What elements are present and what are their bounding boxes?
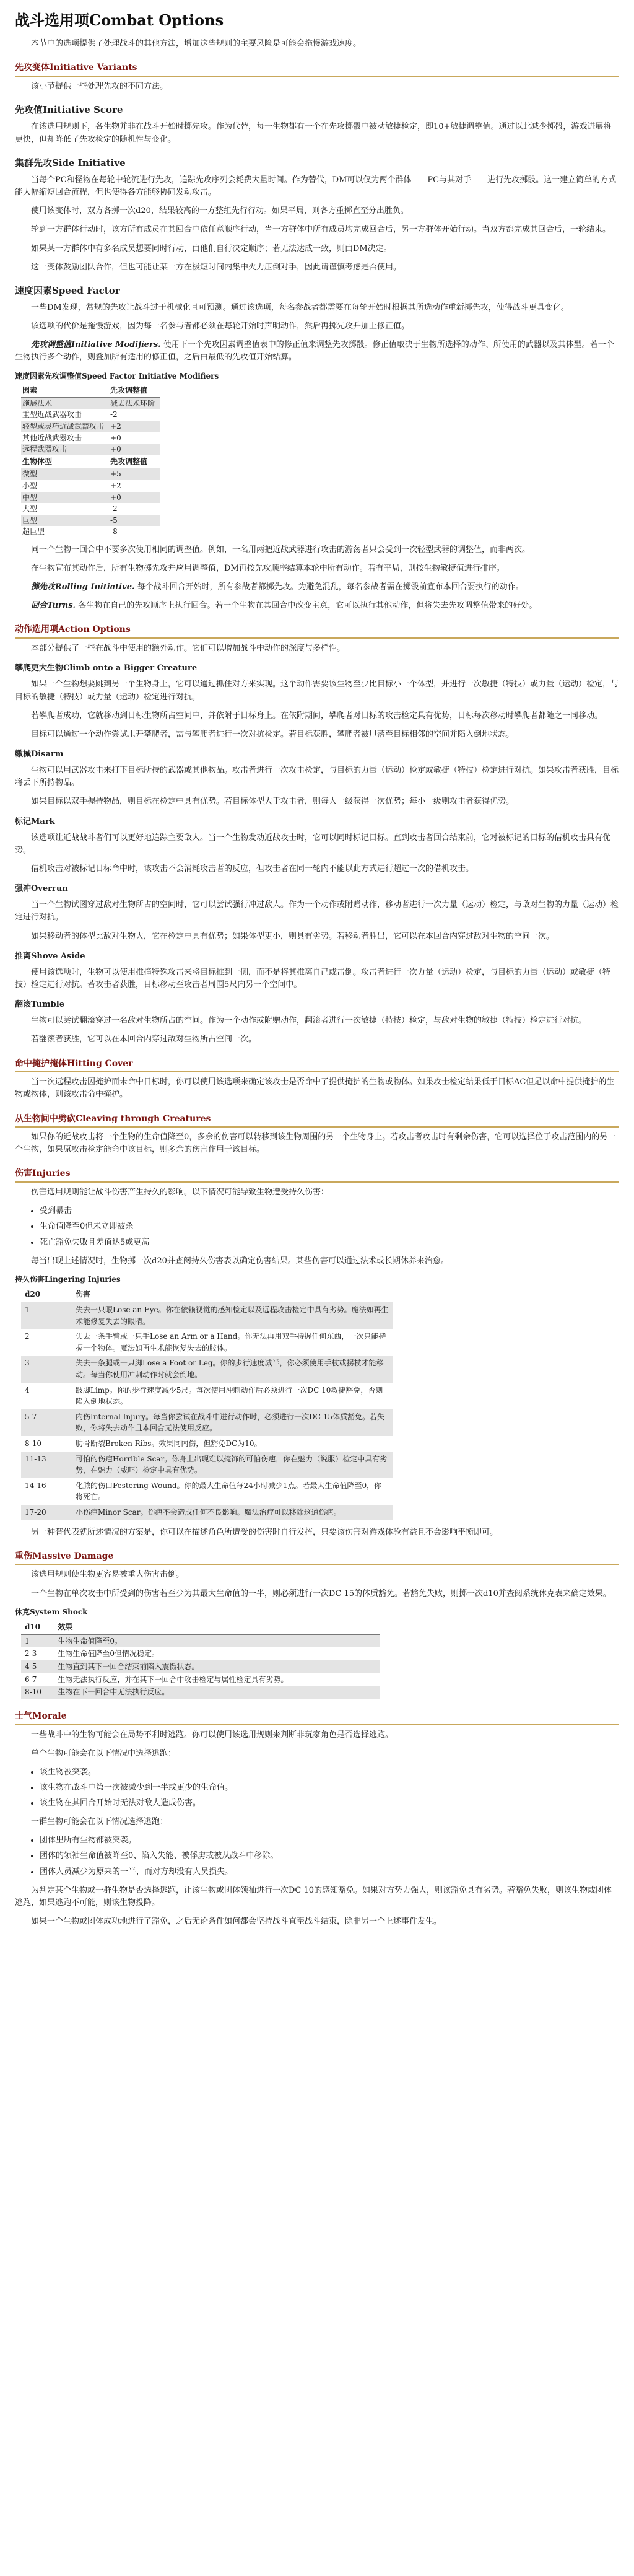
table-row [21, 1383, 393, 1409]
table-cell-value: 失去一条腿或一只脚Lose a Foot or Leg。你的步行速度减半，你必须使用手杖或拐杖才能移动。每当你使用冲刺动作时就会倒地。 [72, 1356, 393, 1382]
table-row [21, 468, 160, 480]
table-row [21, 1452, 393, 1478]
speed-factor-p1: 一些DM发现，常规的先攻让战斗过于机械化且可预测。通过该选项，每名参战者都需要在每轮开始时根据其所选动作重新掷先攻，使得战斗更具变化。 [31, 303, 569, 313]
list-item: • 生命值降至0但未立即被杀 [40, 1220, 619, 1233]
injuries-p2: 每当出现上述情况时，生物掷一次d20并查阅持久伤害表以确定伤害结果。某些伤害可以通过法术或长期休养来治愈。 [31, 1256, 449, 1266]
morale-p1: 一些战斗中的生物可能会在局势不利时逃跑。你可以使用该选用规则来判断非玩家角色是否选择逃跑。 [31, 1730, 394, 1740]
term-initiative-modifiers: 先攻调整值Initiative Modifiers. [31, 340, 161, 350]
table-cell-key: 小型 [22, 481, 38, 490]
after-table-p3 [15, 581, 619, 594]
list-item: • 该生物被突袭。 [40, 1766, 619, 1779]
table-cell-key: 3 [21, 1356, 72, 1382]
table-cell-key: 微型 [21, 468, 109, 480]
list-item: • 团体人员减少为原来的一半，而对方却没有人员损失。 [40, 1866, 619, 1878]
table-row [21, 1673, 380, 1686]
col-header-size-modifier: 先攻调整值 [109, 455, 160, 468]
table-row [21, 1436, 393, 1452]
side-initiative-p1: 当每个PC和怪物在每轮中轮流进行先攻，追踪先攻序列会耗费大量时间。作为替代，DM可以仅为两个群体——PC与其对手——进行先攻掷骰。这一建立简单的方式能大幅缩短回合流程，但也使得各方能够协同发动攻击。 [15, 175, 617, 198]
morale-list-individual [40, 1766, 619, 1810]
table-title-system-shock: 休克System Shock [15, 1607, 88, 1616]
table-cell-value: 生物在下一回合中无法执行反应。 [54, 1686, 380, 1699]
table-row [21, 421, 160, 432]
table-cell-value: 跛脚Limp。你的步行速度减少5尺。每次使用冲刺动作后必须进行一次DC 10敏捷豁免，否则陷入倒地状态。 [76, 1385, 383, 1406]
overrun-p1: 当一个生物试图穿过敌对生物所占的空间时，它可以尝试强行冲过敌人。作为一个动作或附赠动作，移动者进行一次力量（运动）检定，与敌对生物的力量（运动）检定进行对抗。 [15, 900, 619, 922]
speed-factor-table [21, 384, 160, 538]
document-page [7, 0, 627, 1928]
table-row [21, 432, 160, 444]
intro-paragraph: 本节中的选项提供了处理战斗的其他方法，增加这些规则的主要风险是可能会拖慢游戏速度。 [31, 39, 362, 49]
heading-side-initiative: 集群先攻Side Initiative [15, 157, 126, 169]
table-cell-key: 其他近战武器攻击 [22, 433, 82, 442]
table-cell-key: 5-7 [21, 1409, 72, 1436]
table-title-lingering-injuries: 持久伤害Lingering Injuries [15, 1274, 121, 1284]
side-initiative-p3: 轮到一方群体行动时，该方所有成员在其回合中依任意顺序行动，当一方群体中所有成员均完成回合后，另一方群体开始行动。当双方都完成其回合后，一轮结束。 [31, 225, 611, 235]
table-cell-key: 超巨型 [22, 527, 45, 537]
table-row [21, 1478, 393, 1505]
col-header-modifier: 先攻调整值 [109, 384, 160, 397]
table-cell-value: +5 [109, 468, 160, 480]
table-cell-value: -2 [110, 410, 118, 419]
action-options-intro: 本部分提供了一些在战斗中使用的额外动作。它们可以增加战斗中动作的深度与多样性。 [31, 644, 345, 654]
initiative-score-p1: 在该选用规则下，各生物并非在战斗开始时掷先攻。作为代替，每一生物都有一个在先攻掷骰中被动敏捷检定，即10+敏捷调整值。通过以此减少掷骰，游戏进展将更快，但却降低了先攻检定的随机性与变化。 [15, 122, 612, 144]
speed-factor-p2: 该选项的代价是拖慢游戏，因为每一名参与者都必须在每轮开始时声明动作，然后再掷先攻并加上修正值。 [31, 322, 410, 331]
col-header-d10: d10 [21, 1620, 54, 1634]
table-cell-key: 14-16 [25, 1481, 46, 1490]
table-row [21, 1686, 380, 1699]
table-cell-key: 2 [25, 1332, 30, 1341]
section-header-morale: 士气Morale [15, 1709, 619, 1725]
list-item: • 死亡豁免失败且差值达5或更高 [40, 1237, 619, 1249]
term-rolling-initiative: 掷先攻Rolling Initiative. [31, 582, 135, 592]
heading-disarm: 缴械Disarm [15, 750, 64, 759]
heading-initiative-score: 先攻值Initiative Score [15, 104, 123, 116]
mark-p2: 借机攻击对被标记目标命中时，该攻击不会消耗攻击者的反应，但攻击者在同一轮内不能以此方式进行超过一次的借机攻击。 [31, 864, 474, 874]
massive-damage-p2: 一个生物在单次攻击中所受到的伤害若至少为其最大生命值的一半，则必须进行一次DC 15的体质豁免。若豁免失败，则掷一次d10并查阅系统休克表来确定效果。 [31, 1588, 611, 1598]
heading-mark: 标记Mark [15, 817, 55, 826]
table-cell-value: +2 [110, 481, 121, 490]
table-cell-key: 4-5 [21, 1660, 54, 1673]
list-item: • 团体的领袖生命值被降至0、陷入失能、被俘虏或被从战斗中移除。 [40, 1850, 619, 1862]
morale-p4: 为判定某个生物或一群生物是否选择逃跑，让该生物或团体领袖进行一次DC 10的感知豁免。如果对方势力强大，则该豁免具有劣势。若豁免失败，则该生物或团体逃跑，如果逃跑不可能，则该生物投降。 [15, 1885, 612, 1908]
table-cell-key: 施展法术 [21, 397, 109, 409]
morale-p3: 一群生物可能会在以下情况选择逃跑： [31, 1817, 168, 1827]
injuries-p1: 伤害选用规则能让战斗伤害产生持久的影响。以下情况可能导致生物遭受持久伤害： [31, 1188, 329, 1198]
table-cell-value: +2 [109, 421, 160, 432]
heading-overrun: 强冲Overrun [15, 884, 68, 894]
table-cell-value: 生物无法执行反应，并在其下一回合中攻击检定与属性检定具有劣势。 [58, 1675, 289, 1684]
after-table-p3-text: 每个战斗回合开始时，所有参战者都掷先攻。为避免混乱，每名参战者需在掷骰前宣布本回合要执行的动作。 [137, 582, 524, 592]
table-row [21, 1634, 380, 1647]
hitting-cover-p: 当一次远程攻击因掩护而未命中目标时，你可以使用该选项来确定该攻击是否命中了提供掩护的生物或物体。如果攻击检定结果低于目标AC但足以命中提供掩护的生物或物体，则该攻击命中掩护。 [15, 1077, 615, 1100]
tumble-p1: 生物可以尝试翻滚穿过一名敌对生物所占的空间。作为一个动作或附赠动作，翻滚者进行一次敏捷（特技）检定，与敌对生物的敏捷（特技）检定进行对抗。 [31, 1016, 587, 1026]
climb-p1: 如果一个生物想要跳到另一个生物身上，它可以通过抓住对方来实现。这个动作需要该生物至少比目标小一个体型，并进行一次敏捷（特技）或力量（运动）检定，与目标的敏捷（特技）或力量（运动）检定进行对抗。 [15, 680, 619, 702]
table-cell-value: 肋骨断裂Broken Ribs。效果同内伤，但豁免DC为10。 [76, 1439, 262, 1448]
table-cell-key: 2-3 [25, 1649, 37, 1658]
table-cell-value: 生物生命值降至0但情况稳定。 [58, 1649, 160, 1658]
speed-factor-p3-text: 使用下一个先攻因素调整值表中的修正值来调整先攻掷骰。修正值取决于生物所选择的动作、所使用的武器以及其体型。若一个生物执行多个动作，则叠加所有适用的修正值，之后由最低的先攻值开始结算。 [15, 340, 614, 362]
table-row [21, 1329, 393, 1356]
table-cell-key: 17-20 [21, 1505, 72, 1520]
heading-tumble: 翻滚Tumble [15, 1000, 64, 1010]
after-table-p4-text: 各生物在自己的先攻顺序上执行回合。若一个生物在其回合中改变主意，它可以执行其他动作，但将失去先攻调整值带来的好处。 [78, 601, 537, 611]
table-cell-value: 生物生命值降至0。 [54, 1634, 380, 1647]
section-header-injuries: 伤害Injuries [15, 1166, 619, 1183]
table-row [21, 1356, 393, 1382]
table-cell-key: 大型 [22, 504, 38, 514]
mark-p1: 该选项让近战战斗者们可以更好地追踪主要敌人。当一个生物发动近战攻击时，它可以同时标记目标。直到攻击者回合结束前，它对被标记的目标的借机攻击具有优势。 [15, 833, 611, 855]
table-cell-value: +0 [110, 433, 121, 442]
side-initiative-p2: 使用该变体时，双方各掷一次d20，结果较高的一方整组先行行动。如果平局，则各方重掷直至分出胜负。 [31, 206, 409, 216]
table-cell-key: 1 [21, 1302, 72, 1330]
table-row [21, 1660, 380, 1673]
side-initiative-p4: 如果某一方群体中有多名成员想要同时行动，由他们自行决定顺序；若无法达成一致，则由DM决定。 [31, 243, 392, 253]
col-header-factor: 因素 [21, 384, 109, 397]
table-row [21, 526, 160, 538]
table-cell-value: -5 [109, 515, 160, 527]
section-header-initiative-variants: 先攻变体Initiative Variants [15, 60, 619, 77]
table-row [21, 409, 160, 421]
col-header-d20: d20 [21, 1287, 72, 1302]
table-row [21, 1409, 393, 1436]
list-item: • 受到暴击 [40, 1205, 619, 1217]
heading-shove-aside: 推离Shove Aside [15, 951, 85, 961]
after-injury-p: 另一种替代表就所述情况的方案是，你可以在描述角色所遭受的伤害时自行发挥，只要该伤害对游戏体验有益且不会影响平衡即可。 [31, 1527, 498, 1537]
side-initiative-p5: 这一变体鼓励团队合作，但也可能让某一方在极短时间内集中火力压倒对手，因此请谨慎考虑是否使用。 [31, 262, 402, 272]
after-table-p2: 在生物宣布其动作后，所有生物掷先攻并应用调整值，DM再按先攻顺序结算本轮中所有动作。若有平局，则按生物敏捷值进行排序。 [31, 564, 505, 574]
table-cell-key: 1 [21, 1634, 54, 1647]
table-cell-value: 减去法术环阶 [109, 397, 160, 409]
table-row [21, 515, 160, 527]
col-header-size: 生物体型 [21, 455, 109, 468]
section-header-hitting-cover: 命中掩护掩体Hitting Cover [15, 1056, 619, 1073]
table-row [21, 1302, 393, 1330]
climb-p2: 若攀爬者成功，它就移动到目标生物所占空间中，并依附于目标身上。在依附期间，攀爬者对目标的攻击检定具有优势，目标每次移动时攀爬者都随之一同移动。 [31, 711, 603, 721]
table-cell-key: 11-13 [21, 1452, 72, 1478]
list-item: • 该生物在战斗中第一次被减少到一半或更少的生命值。 [40, 1782, 619, 1794]
table-cell-key: 重型近战武器攻击 [22, 410, 82, 419]
lingering-injuries-table [21, 1287, 393, 1520]
table-cell-value: 可怕的伤疤Horrible Scar。你身上出现难以掩饰的可怕伤疤，你在魅力（说服）检定中具有劣势，在魅力（威吓）检定中具有优势。 [72, 1452, 393, 1478]
table-cell-value: 失去一条手臂或一只手Lose an Arm or a Hand。你无法再用双手持握任何东西，一次只能持握一个物体。魔法如再生术能恢复失去的肢体。 [76, 1332, 386, 1352]
section-header-cleaving: 从生物间中劈砍Cleaving through Creatures [15, 1111, 619, 1128]
table-title-speed-factor: 速度因素先攻调整值Speed Factor Initiative Modifiers [15, 371, 219, 380]
table-cell-value: 小伤疤Minor Scar。伤疤不会造成任何不良影响。魔法治疗可以移除这道伤疤。 [72, 1505, 393, 1520]
table-cell-value: -2 [110, 504, 118, 514]
morale-list-group [40, 1834, 619, 1878]
disarm-p2: 如果目标以双手握持物品，则目标在检定中具有优势。若目标体型大于攻击者，则每大一级获得一次优势；每小一级则攻击者获得优势。 [31, 797, 515, 807]
table-row [21, 1647, 380, 1660]
disarm-p1: 生物可以用武器攻击来打下目标所持的武器或其他物品。攻击者进行一次攻击检定，与目标的力量（运动）检定或敏捷（特技）检定进行对抗。如果攻击者获胜，目标将丢下所持物品。 [15, 766, 619, 788]
table-cell-key: 中型 [21, 492, 109, 504]
table-row [21, 1505, 393, 1520]
table-cell-key: 远程武器攻击 [21, 444, 109, 455]
table-cell-value: 生物直到其下一回合结束前陷入震慑状态。 [54, 1660, 380, 1673]
initiative-variants-intro: 该小节提供一些处理先攻的不同方法。 [31, 82, 168, 92]
section-header-massive-damage: 重伤Massive Damage [15, 1549, 619, 1566]
system-shock-table [21, 1620, 380, 1699]
after-table-p4 [15, 600, 619, 612]
list-item: • 该生物在其回合开始时无法对敌人造成伤害。 [40, 1797, 619, 1810]
cleaving-p: 如果你的近战攻击将一个生物的生命值降至0，多余的伤害可以转移到该生物周围的另一个生物身上。若攻击者攻击时有剩余伤害，它可以选择位于攻击范围内的另一个生物，如果原攻击检定能命中该目标，则多余的伤害作用于该目标。 [15, 1132, 616, 1155]
table-row [21, 503, 160, 515]
table-cell-value: 失去一只眼Lose an Eye。你在依赖视觉的感知检定以及远程攻击检定中具有劣势。魔法如再生术能修复失去的眼睛。 [72, 1302, 393, 1330]
table-cell-key: 巨型 [21, 515, 109, 527]
table-cell-value: +0 [109, 444, 160, 455]
page-title: 战斗选用项Combat Options [15, 11, 224, 29]
section-header-action-options: 动作选用项Action Options [15, 622, 619, 639]
table-cell-key: 8-10 [25, 1439, 41, 1448]
injuries-list [40, 1205, 619, 1248]
table-cell-value: 内伤Internal Injury。每当你尝试在战斗中进行动作时，必须进行一次DC 15体质豁免。若失败，你将失去动作且本回合无法使用反应。 [72, 1409, 393, 1436]
list-item: • 团体里所有生物都被突袭。 [40, 1834, 619, 1847]
table-cell-key: 8-10 [21, 1686, 54, 1699]
tumble-p2: 若翻滚者获胜，它可以在本回合内穿过敌对生物所占空间一次。 [31, 1035, 257, 1045]
morale-p2: 单个生物可能会在以下情况中选择逃跑： [31, 1748, 176, 1758]
overrun-p2: 如果移动者的体型比敌对生物大，它在检定中具有优势；如果体型更小，则具有劣势。若移动者胜出，它可以在本回合内穿过敌对生物的空间一次。 [31, 931, 555, 941]
table-row [21, 397, 160, 409]
term-turns: 回合Turns. [31, 601, 76, 611]
table-row [21, 492, 160, 504]
speed-factor-p3 [15, 339, 619, 364]
table-cell-key: 4 [25, 1385, 30, 1395]
after-table-p1: 同一个生物一回合中不要多次使用相同的调整值。例如，一名用两把近战武器进行攻击的游荡者只会受到一次轻型武器的调整值，而非两次。 [31, 545, 531, 554]
table-cell-value: +0 [109, 492, 160, 504]
morale-p5: 如果一个生物或团体成功地进行了豁免，之后无论条件如何都会坚持战斗直至战斗结束，除非另一个上述事件发生。 [31, 1917, 442, 1927]
col-header-effect: 效果 [54, 1620, 380, 1634]
heading-climb: 攀爬更大生物Climb onto a Bigger Creature [15, 664, 198, 673]
table-cell-key: 轻型或灵巧近战武器攻击 [21, 421, 109, 432]
table-cell-value: -8 [110, 527, 118, 537]
table-row [21, 480, 160, 492]
heading-speed-factor: 速度因素Speed Factor [15, 284, 120, 296]
table-cell-value: 化脓的伤口Festering Wound。你的最大生命值每24小时减少1点。若最大生命值降至0，你将死亡。 [76, 1481, 382, 1502]
massive-damage-p1: 该选用规则使生物更容易被重大伤害击倒。 [31, 1570, 185, 1580]
climb-p3: 目标可以通过一个动作尝试甩开攀爬者，需与攀爬者进行一次对抗检定。若目标获胜，攀爬者被甩落至目标相邻的空间并陷入倒地状态。 [31, 729, 515, 739]
shove-aside-p1: 使用该选项时，生物可以使用推撞特殊攻击来将目标推到一侧，而不是将其推离自己或击倒。攻击者进行一次力量（运动）检定，与目标的力量（运动）或敏捷（特技）检定进行对抗。若攻击者获胜，目标移动至攻击者周围5尺内另一个空间中。 [15, 967, 611, 989]
table-row [21, 444, 160, 455]
col-header-injury: 伤害 [72, 1287, 393, 1302]
table-cell-key: 6-7 [25, 1675, 37, 1684]
